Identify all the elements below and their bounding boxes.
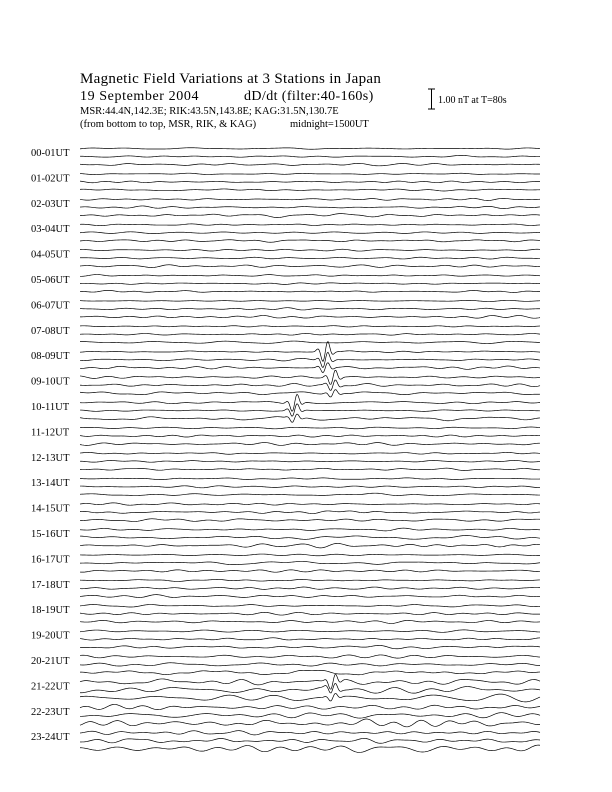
row-label: 06-07UT — [31, 300, 70, 312]
trace-msr — [80, 519, 540, 522]
trace-rik — [80, 561, 540, 564]
trace-rik — [80, 460, 540, 462]
trace-msr — [80, 468, 540, 470]
row-label: 04-05UT — [31, 249, 70, 261]
trace-rik — [80, 352, 540, 367]
trace-rik — [80, 155, 540, 157]
trace-rik — [80, 486, 540, 488]
trace-rik — [80, 181, 540, 183]
row-label: 12-13UT — [31, 452, 70, 464]
row-label: 13-14UT — [31, 478, 70, 490]
trace-kag — [80, 579, 540, 581]
trace-kag — [80, 427, 540, 429]
trace-kag — [80, 554, 540, 556]
trace-rik — [80, 663, 540, 666]
trace-kag — [80, 198, 540, 200]
row-label: 09-10UT — [31, 376, 70, 388]
scale-bar-icon — [427, 88, 436, 110]
trace-msr — [80, 620, 540, 623]
trace-msr — [80, 645, 540, 648]
row-label: 01-02UT — [31, 173, 70, 185]
trace-rik — [80, 511, 540, 514]
row-label: 19-20UT — [31, 630, 70, 642]
trace-msr — [80, 745, 540, 752]
row-label: 22-23UT — [31, 706, 70, 718]
trace-rik — [80, 404, 540, 417]
trace-rik — [80, 738, 540, 743]
trace-msr — [80, 163, 540, 165]
trace-kag — [80, 704, 540, 709]
midnight-note: midnight=1500UT — [290, 119, 369, 130]
quantity-filter-label: dD/dt (filter:40-160s) — [244, 89, 374, 104]
row-label: 16-17UT — [31, 554, 70, 566]
trace-kag — [80, 148, 540, 150]
trace-kag — [80, 249, 540, 251]
row-label: 08-09UT — [31, 351, 70, 363]
seismogram-plot — [0, 130, 612, 755]
trace-rik — [80, 308, 540, 310]
trace-rik — [80, 380, 540, 390]
trace-order-note: (from bottom to top, MSR, RIK, & KAG) — [80, 119, 257, 130]
trace-msr — [80, 214, 540, 218]
row-label: 21-22UT — [31, 681, 70, 693]
trace-msr — [80, 443, 540, 446]
trace-kag — [80, 300, 540, 301]
trace-rik — [80, 612, 540, 615]
trace-msr — [80, 189, 540, 191]
trace-rik — [80, 206, 540, 209]
trace-msr — [80, 341, 540, 343]
trace-msr — [80, 265, 540, 268]
row-label: 15-16UT — [31, 529, 70, 540]
trace-rik — [80, 638, 540, 640]
trace-kag — [80, 394, 540, 411]
trace-msr — [80, 414, 540, 422]
trace-msr — [80, 290, 540, 292]
trace-rik — [80, 333, 540, 335]
trace-rik — [80, 535, 540, 539]
trace-kag — [80, 605, 540, 608]
row-label: 23-24UT — [31, 732, 70, 744]
trace-msr — [80, 390, 540, 397]
trace-msr — [80, 595, 540, 598]
trace-rik — [80, 683, 540, 693]
trace-kag — [80, 731, 540, 735]
trace-rik — [80, 435, 540, 437]
row-label: 14-15UT — [31, 503, 70, 515]
trace-msr — [80, 240, 540, 243]
station-coordinates: MSR:44.4N,142.3E; RIK:43.5N,143.8E; KAG:31.5N,130.7E — [80, 106, 339, 117]
trace-rik — [80, 713, 540, 718]
trace-msr — [80, 316, 540, 319]
trace-kag — [80, 478, 540, 480]
trace-kag — [80, 528, 540, 531]
trace-rik — [80, 232, 540, 234]
trace-rik — [80, 257, 540, 259]
trace-kag — [80, 341, 540, 361]
trace-msr — [80, 694, 540, 702]
trace-kag — [80, 655, 540, 658]
trace-kag — [80, 173, 540, 174]
trace-kag — [80, 224, 540, 226]
trace-msr — [80, 363, 540, 373]
trace-kag — [80, 503, 540, 505]
row-label: 10-11UT — [31, 402, 70, 413]
row-label: 03-04UT — [31, 224, 70, 236]
trace-kag — [80, 370, 540, 384]
trace-rik — [80, 587, 540, 589]
chart-title: Magnetic Field Variations at 3 Stations in Japan — [80, 71, 382, 87]
trace-msr — [80, 719, 540, 727]
row-label: 02-03UT — [31, 198, 70, 210]
trace-kag — [80, 630, 540, 632]
trace-kag — [80, 326, 540, 327]
row-label: 20-21UT — [31, 656, 70, 667]
date-label: 19 September 2004 — [80, 89, 200, 104]
trace-msr — [80, 493, 540, 495]
row-label: 17-18UT — [31, 579, 70, 591]
trace-msr — [80, 670, 540, 674]
row-label: 11-12UT — [31, 427, 70, 439]
plot-header — [0, 0, 612, 135]
trace-kag — [80, 452, 540, 454]
row-label: 05-06UT — [31, 275, 70, 286]
trace-msr — [80, 543, 540, 547]
trace-kag — [80, 275, 540, 277]
trace-rik — [80, 283, 540, 285]
row-label: 07-08UT — [31, 325, 70, 337]
trace-msr — [80, 570, 540, 572]
row-label: 18-19UT — [31, 605, 70, 617]
row-label: 00-01UT — [31, 148, 70, 159]
scale-label: 1.00 nT at T=80s — [438, 95, 507, 106]
